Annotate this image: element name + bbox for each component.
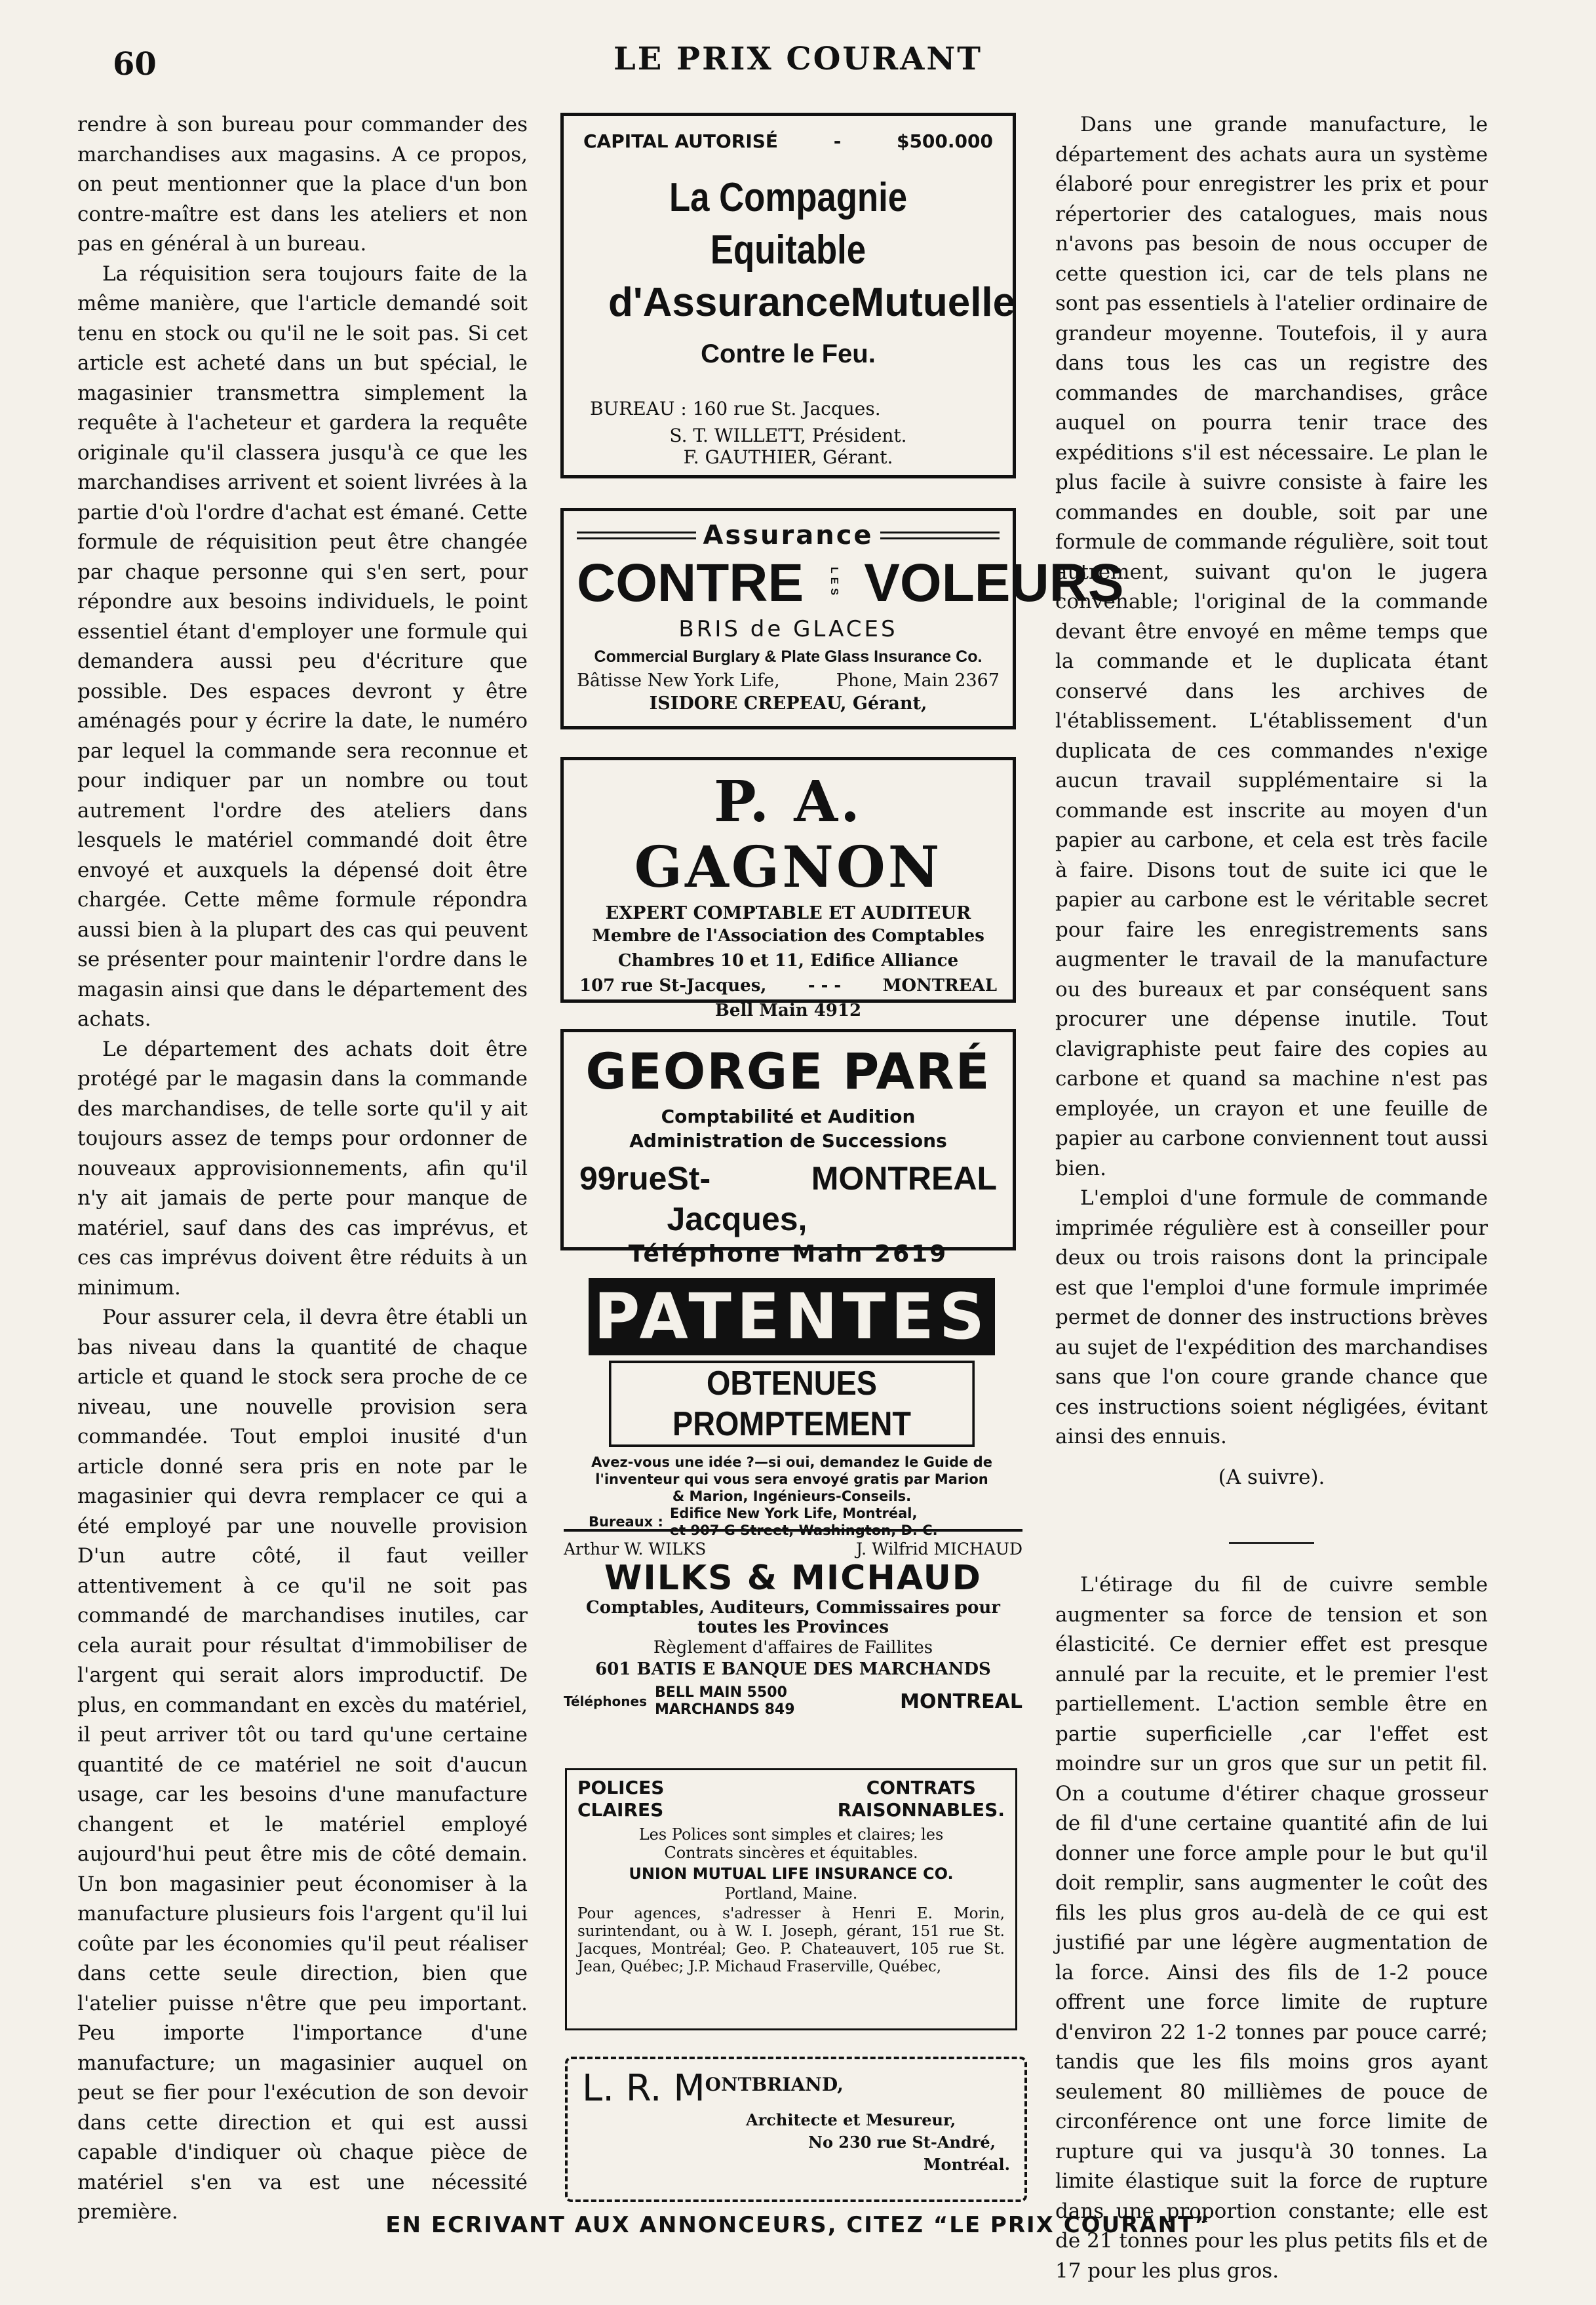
gagnon-title: EXPERT COMPTABLE ET AUDITEUR <box>605 903 971 923</box>
gagnon-street: 107 rue St-Jacques, <box>579 976 767 996</box>
montbriand-line1: Architecte et Mesureur, <box>746 2110 956 2129</box>
capital-label: CAPITAL AUTORISÉ <box>583 130 779 152</box>
pare-city: MONTREAL <box>811 1160 997 1197</box>
gagnon-chambers: Chambres 10 et 11, Edifice Alliance <box>617 951 959 971</box>
pare-number: 99 <box>579 1160 616 1197</box>
page-number: 60 <box>113 46 157 83</box>
phone: Phone, Main 2367 <box>836 670 1000 691</box>
pare-phone: Téléphone Main 2619 <box>628 1241 948 1268</box>
company-name-2b: Mutuelle <box>850 280 1016 325</box>
patentes-addr1: Edifice New York Life, Montréal, <box>669 1505 918 1521</box>
wilks-line3: 601 BATIS E BANQUE DES MARCHANDS <box>595 1659 991 1679</box>
wilks-line2: Règlement d'affaires de Faillites <box>653 1638 933 1657</box>
right-column-article <box>1055 110 1488 1452</box>
pare-line2: Administration de Successions <box>629 1130 947 1152</box>
gagnon-dashes: - - - <box>808 976 842 996</box>
montbriand-line2: No 230 rue St-André, <box>808 2133 996 2152</box>
paragraph: La réquisition sera toujours faite de la même manière, que l'article demandé soit tenu en stock ou qu'il ne le soit pas. Si cet article est acheté dans un but spécial, le magasinier transmettra simplement la requête à l'acheteur et gardera la requête originale qu'il classera jusqu'à ce que les marchandises arrivent et soient livrées à la partie d'où l'ordre d'achat est émané. Cette formule de réquisition peut être changée par chaque personne qui s'en sert, pour répondre aux besoins individuels, le point essentiel étant d'employer une formule qui demandera aussi peu d'écriture que possible. Des espaces devront y être aménagés pour y écrire la date, le numéro par lequel la commande sera reconnue et pour indiquer par un nombre ou tout autrement l'ordre des ateliers dans lesquels le matériel commandé doit être envoyé et auxquels la dépensé doit être chargée. Cette même formule répondra aussi bien à la plupart des cas qui peuvent se présenter pour maintenir l'ordre dans le magasin ainsi que dans le département des achats. <box>77 261 528 1031</box>
running-title: LE PRIX COURANT <box>613 41 983 77</box>
patentes-subtitle: OBTENUES PROMPTEMENT <box>609 1361 975 1447</box>
to-be-continued: (A suivre). <box>1218 1465 1325 1489</box>
ad-compagnie-equitable <box>560 113 1016 478</box>
gagnon-city: MONTREAL <box>882 976 997 996</box>
bureau-address: BUREAU : 160 rue St. Jacques. <box>590 398 881 419</box>
ad-george-pare <box>560 1029 1016 1268</box>
president: S. T. WILLETT, Président. <box>669 425 907 446</box>
building-address: Bâtisse New York Life, <box>577 670 780 691</box>
ad-gagnon <box>560 757 1016 1020</box>
bris-glaces: BRIS de GLACES <box>678 616 898 642</box>
capital-sep: - <box>833 130 842 152</box>
wilks-phone1: BELL MAIN 5500 <box>654 1684 787 1701</box>
paragraph: Le département des achats doit être protégé par le magasin dans la commande des marchandises, de telle sorte qu'il y ait toujours assez de temps pour ordonner de nouveaux approvisionnements, afin qu'il n'y ait jamais de perte pour manque de matériel, sauf dans des cas imprévus, et ces cas imprévus doivent être réduits à un minimum. <box>77 1037 528 1300</box>
company-name-2a: d'Assurance <box>608 280 851 325</box>
patentes-bureaux-label: Bureaux : <box>589 1514 663 1530</box>
paragraph: Dans une grande manufacture, le département des achats aura un système élaboré pour enregistrer les prix et pour répertorier des catalogues, mais nous n'avons pas besoin de nous occuper de cette question ici, car de tels plans ne sont pas essentiels à l'atelier ordinaire de grandeur moyenne. Toutefois, il y aura dans tous les cas un registre des commandes de marchandises, grâce auquel on pourra tenir trace des expéditions s'il est nécessaire. Le plan le plus facile à suivre consiste à faire les commandes en double, soit par une formule de commande régulière, soit tout autrement, suivant qu'on le jugera convenable; l'original de la commande devant être envoyé en même temps que la commande et le duplicata étant conservé dans les archives de l'établissement. L'établissement d'un duplicata de ces commandes n'exige aucun travail supplémentaire si la commande est inscrite au moyen d'un papier au carbone, et cela est très facile à faire. Disons tout de suite ici que le papier au carbone est le véritable secret pour faire les enregistrements sans augmenter le travail de la manufacture ou des bureaux et par conséquent sans procurer une dépense inutile. Tout clavigraphiste peut faire des copies au carbone et quand sa machine n'est pas employée, un crayon et une feuille de papier au carbone conviennent tout aussi bien. <box>1055 113 1488 1180</box>
gerant: F. GAUTHIER, Gérant. <box>683 446 893 468</box>
union-company: UNION MUTUAL LIFE INSURANCE CO. <box>629 1865 954 1883</box>
pare-rue: rue <box>615 1160 667 1197</box>
person-michaud: J. Wilfrid MICHAUD <box>856 1540 1022 1559</box>
person-wilks: Arthur W. WILKS <box>564 1540 707 1559</box>
union-agents: Pour agences, s'adresser à Henri E. Morin, surintendant, ou à W. I. Joseph, gérant, 151 rue St. Jacques, Montréal; Geo. P. Chateauvert, 105 rue St. Jean, Québec; J.P. Michaud Fraserville, Québec, <box>577 1905 1005 1975</box>
pare-name: GEORGE PARÉ <box>585 1042 991 1100</box>
polices: POLICES <box>577 1777 665 1798</box>
paragraph: L'emploi d'une formule de commande imprimée régulière est à conseiller pour deux ou trois raisons dont la principale est que l'emploi d'une formule imprimée permet de donner des instructions brèves au sujet de l'expédition des marchandises sans que l'on coure grande chance que ces instructions soient négligées, évitant ainsi des ennuis. <box>1055 1186 1488 1448</box>
ad-assurance-voleurs <box>560 508 1124 729</box>
montbriand-line3: Montréal. <box>923 2155 1010 2174</box>
paragraph: Pour assurer cela, il devra être établi un bas niveau dans la quantité de chaque article et quand le stock sera proche de ce niveau, une nouvelle provision sera commandée. Tout emploi inusité d'un article donné sera pris en note par le magasinier qui devra remplacer ce qui a été employé par une nouvelle provision D'un autre côté, il faut veiller attentivement à ce qu'il ne soit pas commandé de marchandises inutiles, car cela aurait pour résultat d'immobiliser de l'argent qui serait alors improductif. De plus, en commandant en excès du matériel, il peut arriver tôt ou tard qu'une certaine quantité de ce matériel ne soit d'aucun usage, car les besoins d'une manufacture changent et le matériel employé aujourd'hui peut être mis de côté demain. Un bon magasinier peut économiser à la manufacture plusieurs fois l'argent qu'il lui coûte par les économies qu'il peut réaliser dans cette seule direction, bien que l'atelier puisse n'être que peu important. Peu importe l'importance d'une manufacture; un magasinier auquel on peut se fier pour l'exécution de son devoir dans cette direction et qui est aussi capable d'indiquer où chaque pièce de matériel s'en va est une nécessité première. <box>77 1306 528 2224</box>
paragraph: rendre à son bureau pour commander des marchandises aux magasins. A ce propos, on peut mentionner que la place d'un bon contre-maître est dans les ateliers et non pas en général à un bureau. <box>77 113 528 256</box>
ad-wilks-michaud <box>564 1529 1022 1758</box>
pare-line1: Comptabilité et Audition <box>661 1106 916 1127</box>
footer-notice: EN ECRIVANT AUX ANNONCEURS, CITEZ “LE PRIX COURANT” <box>385 2212 1211 2238</box>
headline-contre: CONTRE <box>577 553 804 613</box>
ad-patentes <box>589 1278 995 1538</box>
left-column <box>77 110 528 2228</box>
contrats: CONTRATS <box>866 1777 976 1798</box>
wilks-phone2: MARCHANDS 849 <box>654 1701 795 1718</box>
insurance-company: Commercial Burglary & Plate Glass Insurance Co. <box>594 648 983 666</box>
patentes-title: PATENTES <box>589 1278 995 1355</box>
wilks-name: WILKS & MICHAUD <box>604 1559 982 1598</box>
wilks-phone-label: Téléphones <box>564 1694 647 1709</box>
capital-value: $500.000 <box>896 130 993 152</box>
headline-les: LES <box>828 567 840 600</box>
gagnon-member: Membre de l'Association des Comptables <box>592 926 984 946</box>
ad-top-label: Assurance <box>703 520 874 551</box>
ad-montbriand <box>565 2057 1027 2202</box>
claires: CLAIRES <box>577 1799 664 1821</box>
montbriand-name: ONTBRIAND, <box>705 2074 844 2095</box>
company-name: La Compagnie Equitable <box>669 175 908 273</box>
gagnon-name: P. A. GAGNON <box>634 769 943 901</box>
patentes-addr2: et 907 G Street, Washington, D. C. <box>669 1522 938 1538</box>
paragraph: L'étirage du fil de cuivre semble augmenter sa force de tension et son élasticité. Ce dernier effet est presque annulé par la recuite, et le premier l'est partiellement. L'action semble être en partie superficielle ,car l'effet est moindre sur un gros que sur un petit fil. On a coutume d'étirer chaque grosseur de fil d'une certaine quantité afin de lui donner une force ample pour le but qu'il doit remplir, sans augmenter le coût des fils les plus gros au-delà de ce qui est justifié par une légère augmentation de la force. Ainsi des fils de 1-2 pouce offrent une force limite de rupture d'environ 22 1-2 tonnes par pouce carré; tandis que les fils moins gros ayant seulement 80 millièmes de pouce de circonférence ont une force limite de rupture qui va jusqu'à 30 tonnes. La limite élastique suit la force de rupture dans une proportion constante; elle est de 21 tonnes pour les plus petits fils et de 17 pour les plus gros. <box>1055 1573 1488 2283</box>
raisonnables: RAISONNABLES. <box>837 1799 1005 1821</box>
headline-voleurs: VOLEURS <box>864 553 1124 613</box>
pare-street: St-Jacques, <box>667 1160 808 1237</box>
right-column <box>1055 110 1488 2286</box>
union-line1: Les Polices sont simples et claires; les Contrats sincères et équitables. <box>638 1825 944 1862</box>
patentes-text: Avez-vous une idée ?—si oui, demandez le Guide de l'inventeur qui vous sera envoyé gratis par Marion & Marion, Ingénieurs-Conseils. <box>591 1454 992 1504</box>
wilks-city: MONTREAL <box>900 1690 1022 1713</box>
gagnon-phone: Bell Main 4912 <box>714 1001 862 1020</box>
wilks-line1: Comptables, Auditeurs, Commissaires pour toutes les Provinces <box>586 1598 1000 1637</box>
union-city: Portland, Maine. <box>724 1884 858 1903</box>
ad-union-mutual <box>565 1768 1017 2030</box>
montbriand-initials: L. R. M <box>582 2067 705 2110</box>
right-column-article-2 <box>1055 1570 1488 2286</box>
ad-subtitle: Contre le Feu. <box>701 339 876 368</box>
gerant: ISIDORE CREPEAU, Gérant, <box>649 693 927 714</box>
